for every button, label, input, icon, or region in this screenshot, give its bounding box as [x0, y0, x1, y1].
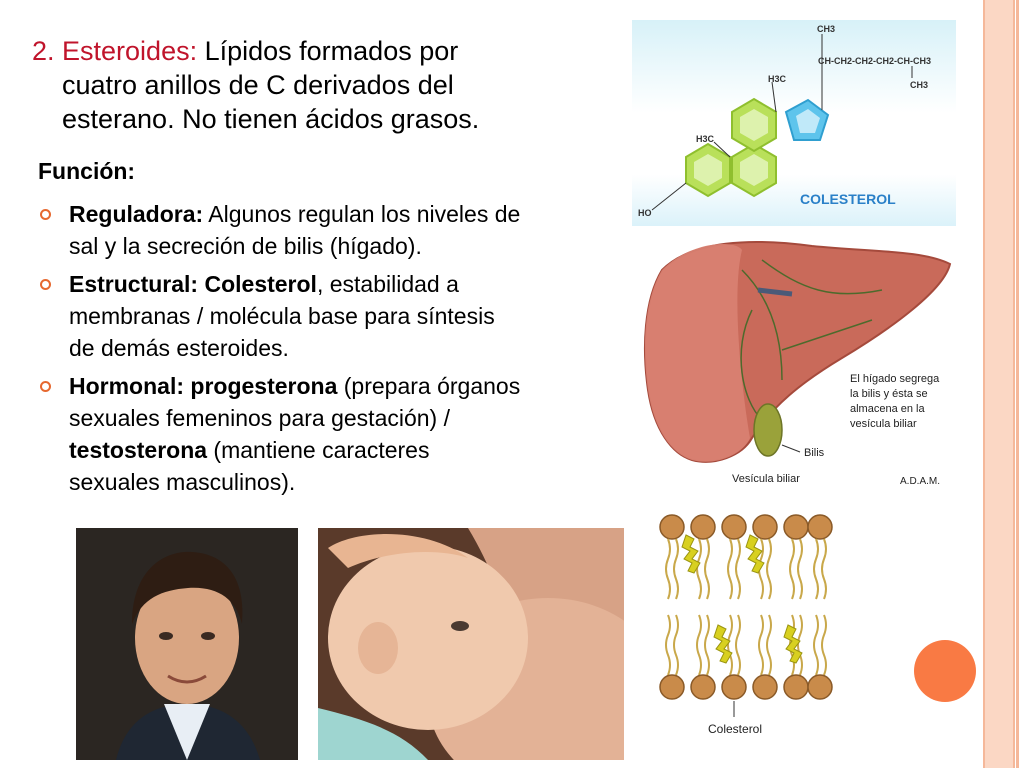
adam-logo: A.D.A.M.: [900, 476, 941, 487]
bullet-text: Algunos regulan los niveles de: [203, 201, 521, 227]
title-line-1: [32, 34, 592, 68]
bullet-ring-icon: [40, 381, 51, 392]
membrane-bottom-heads: [660, 675, 832, 699]
bullet-line: [69, 198, 638, 230]
bullet-ring-icon: [40, 279, 51, 290]
photo-man: [76, 528, 298, 760]
bullet-line: sexuales femeninos para gestación) /: [69, 405, 450, 431]
cholesterol-structure-image: [632, 20, 956, 226]
bullet-text: (mantiene caracteres: [207, 437, 430, 463]
bullet-hormonal: [38, 370, 638, 498]
liver-caption-line: la bilis y ésta se: [850, 388, 928, 400]
title-highlight: 2. Esteroides:: [32, 36, 198, 66]
decorative-stripe-thin: [1016, 0, 1019, 768]
liver-caption-line: vesícula biliar: [850, 418, 917, 430]
bullet-line: sal y la secreción de bilis (hígado).: [69, 233, 422, 259]
bullet-text: , estabilidad a: [316, 271, 459, 297]
photo-baby-breastfeeding: [318, 528, 624, 760]
ch3-top-label: CH3: [817, 24, 836, 34]
bullet-term: Estructural: Colesterol: [69, 271, 317, 297]
liver-illustration: [632, 230, 960, 492]
h3c-lower-label: H3C: [696, 134, 715, 144]
decorative-stripe: [983, 0, 1015, 768]
bullet-line: sexuales masculinos).: [69, 469, 296, 495]
bullet-line: [69, 434, 638, 466]
ch3-bottom-label: CH3: [910, 80, 929, 90]
liver-caption-line: almacena en la: [850, 403, 925, 415]
bilis-label: Bilis: [804, 447, 825, 459]
bullet-term: Reguladora:: [69, 201, 204, 227]
decorative-orange-circle: [914, 640, 976, 702]
bullet-term: Hormonal: progesterona: [69, 373, 338, 399]
function-list: [38, 198, 638, 504]
bullet-term: testosterona: [69, 437, 208, 463]
bullet-estructural: [38, 268, 638, 364]
liver-caption-line: El hígado segrega: [850, 373, 940, 385]
bullet-reguladora: [38, 198, 638, 262]
bullet-line: membranas / molécula base para síntesis: [69, 303, 495, 329]
side-chain-label: CH-CH2-CH2-CH2-CH-CH3: [818, 56, 932, 66]
bullet-text: (prepara órganos: [337, 373, 521, 399]
membrane-cholesterol-image: [648, 505, 848, 755]
ho-label: HO: [638, 208, 652, 218]
slide-title: [32, 34, 592, 136]
function-heading: Función:: [38, 158, 136, 184]
gallbladder-shape: [754, 404, 782, 456]
cholesterol-name-label: COLESTEROL: [800, 191, 896, 207]
bullet-line: [69, 370, 638, 402]
vesicula-label: Vesícula biliar: [732, 473, 800, 485]
bullet-line: de demás esteroides.: [69, 335, 289, 361]
title-line-3: esterano. No tienen ácidos grasos.: [62, 104, 480, 134]
h3c-upper-label: H3C: [768, 74, 787, 84]
bullet-line: [69, 268, 638, 300]
bullet-ring-icon: [40, 209, 51, 220]
title-line-2: cuatro anillos de C derivados del: [62, 70, 454, 100]
title-line-1-rest: Lípidos formados por: [197, 36, 459, 66]
membrane-cholesterol-label: Colesterol: [708, 722, 763, 736]
